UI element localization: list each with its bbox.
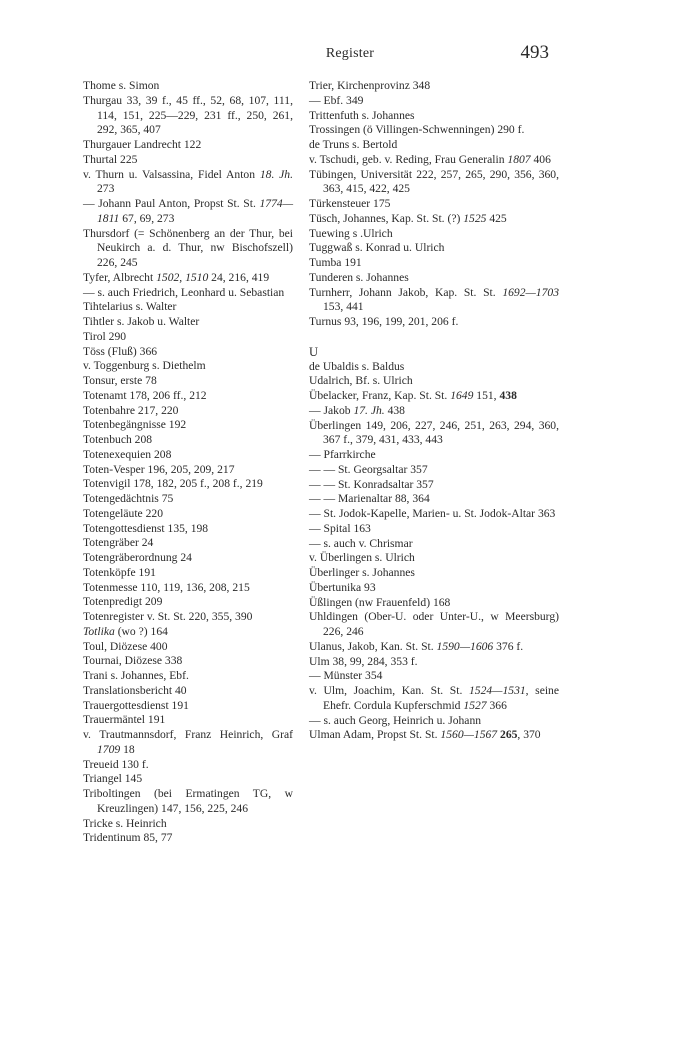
index-entry: v. Überlingen s. Ulrich [309, 551, 415, 565]
index-entry: Totengräberordnung 24 [83, 551, 192, 564]
index-entry: Tihtler s. Jakob u. Walter [83, 315, 200, 328]
index-entry: Toul, Diözese 400 [83, 639, 168, 653]
index-entry: — s. auch Friedrich, Leonhard u. Sebastian [83, 285, 285, 299]
index-entry: Thurgau 33, 39 f., 45 ff., 52, 68, 107, 111, 114, 151, 225—229, 231 ff., 250, 261, 292, 365, 407 [83, 93, 293, 137]
index-entry: Thurgauer Landrecht 122 [83, 138, 202, 151]
index-entry: — — St. Georgsaltar 357 [309, 462, 428, 476]
index-entry: v. Trautmannsdorf, Franz Heinrich, Graf 1709 18 [83, 728, 293, 756]
index-entry: Ulman Adam, Propst St. St. 1560—1567 265, 370 [309, 728, 541, 742]
index-entry: Tunderen s. Johannes [309, 270, 409, 284]
index-entry: Tüsch, Johannes, Kap. St. St. (?) 1525 425 [309, 211, 507, 225]
index-entry: Tuggwaß s. Konrad u. Ulrich [309, 241, 445, 255]
index-entry: Totlika (wo ?) 164 [83, 624, 168, 638]
page-header [38, 44, 662, 70]
index-entry: Translationsbericht 40 [83, 683, 187, 697]
index-entry: Tumba 191 [309, 256, 362, 269]
index-entry: Totenmesse 110, 119, 136, 208, 215 [83, 580, 250, 594]
index-entry: — St. Jodok-Kapelle, Marien- u. St. Jodok-Altar 363 [309, 507, 556, 520]
index-entry: Uhldingen (Ober-U. oder Unter-U., w Meersburg) 226, 246 [309, 610, 559, 638]
index-entry: Tonsur, erste 78 [83, 374, 157, 387]
index-entry: Totenregister v. St. St. 220, 355, 390 [83, 610, 253, 623]
section-letter: U [309, 344, 319, 359]
index-entry: Thome s. Simon [83, 79, 160, 92]
index-entry: Thurtal 225 [83, 152, 138, 166]
index-entry: — Jakob 17. Jh. 438 [309, 403, 405, 417]
index-entry: v. Tschudi, geb. v. Reding, Frau Generalin 1807 406 [309, 152, 551, 166]
index-entry: — Johann Paul Anton, Propst St. St. 1774—1811 67, 69, 273 [83, 197, 293, 225]
index-entry: Trauermäntel 191 [83, 713, 166, 727]
index-entry: Trossingen (ö Villingen-Schwenningen) 290 f. [309, 123, 525, 137]
index-entry: — Pfarrkirche [309, 448, 376, 461]
index-entry: Totenpredigt 209 [83, 595, 163, 609]
index-entry: Totenbuch 208 [83, 433, 153, 446]
index-entry: Überlingen 149, 206, 227, 246, 251, 263, 294, 360, 367 f., 379, 431, 433, 443 [309, 418, 559, 447]
index-entry: Triangel 145 [83, 772, 143, 786]
index-entry: Überlinger s. Johannes [309, 566, 415, 579]
page-number: 493 [520, 42, 549, 63]
index-entry: Turnus 93, 196, 199, 201, 206 f. [309, 315, 459, 328]
index-entry: v. Ulm, Joachim, Kan. St. St. 1524—1531, seine Ehefr. Cordula Kupferschmid 1527 366 [309, 684, 559, 712]
index-entry: Totenköpfe 191 [83, 565, 156, 579]
index-entry: Trittenfuth s. Johannes [309, 108, 415, 122]
index-entry: Tübingen, Universität 222, 257, 265, 290, 356, 360, 363, 415, 422, 425 [309, 167, 559, 196]
index-entry: v. Toggenburg s. Diethelm [83, 359, 206, 373]
index-entry: Töss (Fluß) 366 [83, 344, 158, 358]
index-entry: Turnherr, Johann Jakob, Kap. St. St. 1692—1703 153, 441 [309, 285, 559, 314]
index-column-left [83, 79, 293, 846]
index-entry: Udalrich, Bf. s. Ulrich [309, 374, 413, 388]
index-entry: Tricke s. Heinrich [83, 816, 167, 830]
index-entry: — — Marienaltar 88, 364 [309, 492, 430, 506]
index-entry: — s. auch Georg, Heinrich u. Johann [309, 713, 482, 727]
index-entry: Tridentinum 85, 77 [83, 831, 173, 845]
index-entry: — Spital 163 [309, 521, 371, 535]
index-entry: Totengedächtnis 75 [83, 492, 174, 505]
index-entry: Totengottesdienst 135, 198 [83, 521, 209, 535]
running-title: Register [325, 46, 375, 61]
index-entry: Toten-Vesper 196, 205, 209, 217 [83, 462, 235, 476]
index-entry: Totenbahre 217, 220 [83, 403, 179, 417]
index-entry: Totenamt 178, 206 ff., 212 [83, 388, 207, 402]
index-entry: Ulm 38, 99, 284, 353 f. [309, 654, 418, 668]
section-gap [309, 330, 559, 345]
index-entry: v. Thurn u. Valsassina, Fidel Anton 18. Jh. 273 [83, 167, 293, 196]
index-column-right [309, 79, 559, 743]
index-entry: Totengräber 24 [83, 536, 154, 550]
index-entry: Totenexequien 208 [83, 447, 172, 461]
index-entry: Übertunika 93 [309, 580, 376, 594]
index-entry: — Münster 354 [309, 669, 383, 683]
index-entry: Totenvigil 178, 182, 205 f., 208 f., 219 [83, 477, 263, 491]
index-entry: Trani s. Johannes, Ebf. [83, 669, 189, 682]
index-entry: Tournai, Diözese 338 [83, 654, 183, 668]
index-entry: Tuewing s .Ulrich [309, 226, 393, 240]
index-entry: Tyfer, Albrecht 1502, 1510 24, 216, 419 [83, 270, 270, 284]
index-entry: Triboltingen (bei Ermatingen TG, w Kreuzlingen) 147, 156, 225, 246 [83, 787, 293, 815]
index-entry: — — St. Konradsaltar 357 [309, 477, 434, 491]
index-entry: — Ebf. 349 [309, 93, 364, 107]
index-entry: Tirol 290 [83, 329, 127, 343]
index-entry: Totenbegängnisse 192 [83, 418, 187, 432]
index-entry: Türkensteuer 175 [309, 197, 391, 210]
index-entry: Trauergottesdienst 191 [83, 698, 189, 712]
index-entry: Übelacker, Franz, Kap. St. St. 1649 151, 438 [309, 389, 517, 402]
index-entry: de Ubaldis s. Baldus [309, 359, 405, 373]
index-entry: Totengeläute 220 [83, 506, 163, 520]
index-entry: Ulanus, Jakob, Kan. St. St. 1590—1606 376 f. [309, 639, 524, 653]
index-entry: Thursdorf (= Schönenberg an der Thur, bei Neukirch a. d. Thur, nw Bischofszell) 226, 245 [83, 226, 293, 269]
index-entry: de Truns s. Bertold [309, 138, 398, 151]
index-entry: Tihtelarius s. Walter [83, 300, 177, 314]
index-entry: Treueid 130 f. [83, 757, 149, 771]
index-entry: Üßlingen (nw Frauenfeld) 168 [309, 595, 451, 609]
index-entry: — s. auch v. Chrismar [309, 536, 413, 550]
index-entry: Trier, Kirchenprovinz 348 [309, 79, 431, 92]
